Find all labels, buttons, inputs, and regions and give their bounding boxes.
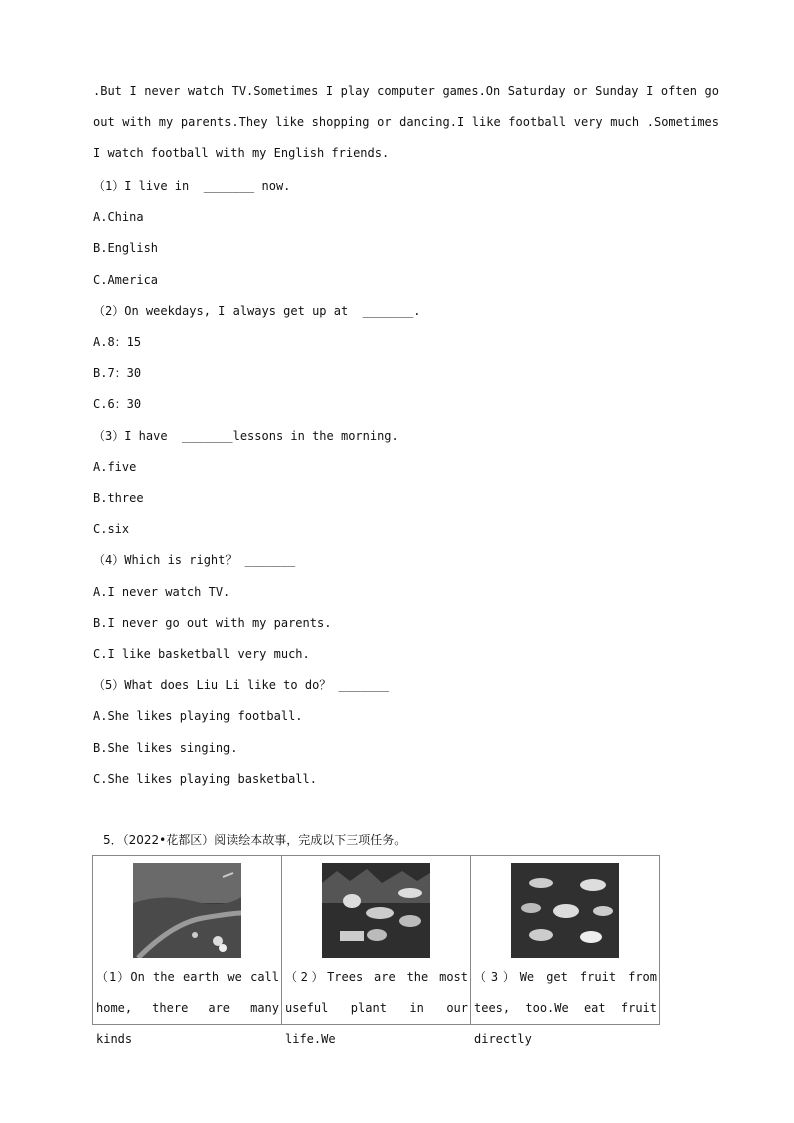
panel-caption: （3）We get fruit from tees, too.We eat fruit directly [474, 970, 657, 1046]
question-stem: （4）Which is right？ _______ [93, 553, 296, 567]
question-stem: （5）What does Liu Li like to do？ _______ [93, 678, 390, 692]
reading-passage: .But I never watch TV.Sometimes I play computer games.On Saturday or Sunday I often go out with my parents.They like shopping or dancing.I like football very much .Sometimes I watch football with my English friends. [93, 84, 719, 160]
option-c: C.She likes playing basketball. [93, 772, 317, 786]
story-panel [282, 856, 471, 1046]
question-stem: （3）I have _______lessons in the morning. [93, 429, 399, 443]
landscape-illustration [133, 863, 241, 958]
story-panel [471, 856, 660, 1046]
panel-caption: （1）On the earth we call home, there are many kinds [96, 970, 279, 1046]
option-b: B.I never go out with my parents. [93, 616, 332, 630]
option-b: B.English [93, 241, 159, 255]
option-b: B.three [93, 491, 144, 505]
question-stem: （2）On weekdays, I always get up at _______. [93, 304, 421, 318]
picture-story-table [92, 855, 660, 1046]
trees-illustration [322, 863, 430, 958]
panel-caption: （2）Trees are the most useful plant in our life.We [285, 970, 468, 1046]
option-a: A.five [93, 460, 137, 474]
option-c: C.America [93, 273, 159, 287]
option-c: C.six [93, 522, 130, 536]
fruit-illustration [511, 863, 619, 958]
option-c: C.I like basketball very much. [93, 647, 310, 661]
option-a: A.She likes playing football. [93, 709, 303, 723]
task-heading: 5．（2022•花都区）阅读绘本故事，完成以下三项任务。 [103, 833, 407, 847]
option-b: B.7：30 [93, 366, 142, 380]
option-c: C.6：30 [93, 397, 142, 411]
option-a: A.China [93, 210, 144, 224]
story-panel [93, 856, 282, 1046]
question-stem: （1）I live in _______ now. [93, 179, 291, 193]
option-a: A.I never watch TV. [93, 585, 231, 599]
option-a: A.8：15 [93, 335, 142, 349]
option-b: B.She likes singing. [93, 741, 238, 755]
